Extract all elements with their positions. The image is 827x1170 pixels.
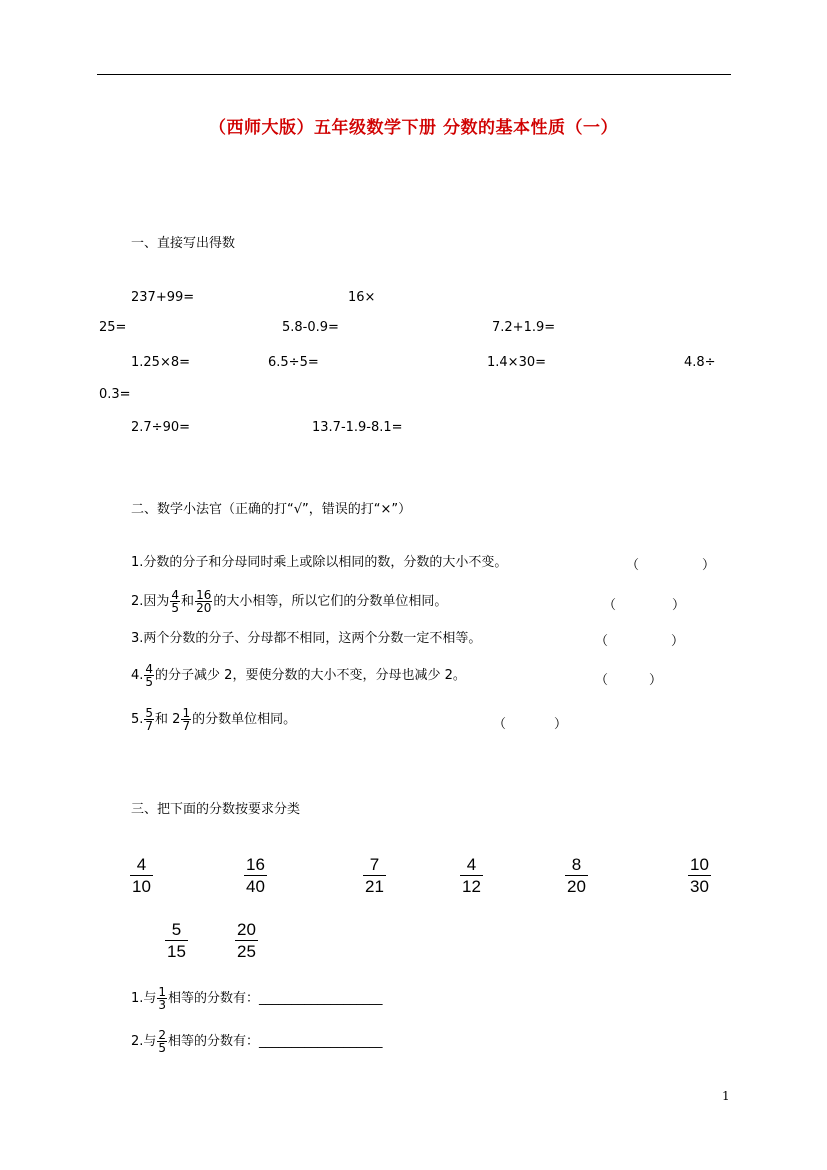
- calc-item: 0.3=: [99, 387, 131, 402]
- fraction: [460, 854, 483, 897]
- denominator: 40: [246, 877, 265, 896]
- answer-paren-close: ）: [672, 598, 686, 613]
- fraction: [244, 854, 267, 897]
- answer-paren-close: ）: [671, 634, 685, 649]
- numerator: 5: [145, 706, 154, 720]
- numerator: 1: [182, 706, 191, 720]
- denominator: 15: [167, 942, 186, 961]
- fraction: [195, 589, 212, 614]
- fraction: [165, 919, 188, 962]
- section2-heading: 二、数学小法官（正确的打“√”，错误的打“×”）: [131, 502, 412, 517]
- numerator: 5: [171, 920, 182, 939]
- a1-prefix: 1.与: [131, 991, 157, 1006]
- q5-mid: 和 2: [155, 712, 181, 727]
- section1-heading: 一、直接写出得数: [131, 236, 236, 251]
- numerator: 4: [145, 662, 154, 676]
- judge-question-5: [131, 703, 296, 737]
- denominator: 25: [237, 942, 256, 961]
- numerator: 7: [369, 855, 380, 874]
- classify-answer-2: [131, 1025, 383, 1059]
- answer-paren-close: ）: [702, 558, 716, 573]
- answer-paren-close: ）: [554, 717, 568, 732]
- q5-prefix: 5.: [131, 712, 144, 727]
- q4-prefix: 4.: [131, 668, 144, 683]
- calc-item: 6.5÷5=: [268, 355, 319, 370]
- numerator: 4: [136, 855, 147, 874]
- fraction: [688, 854, 711, 897]
- a2-suffix: 相等的分数有：___________________: [168, 1034, 383, 1049]
- q4-suffix: 的分子减少 2，要使分数的大小不变，分母也减少 2。: [155, 668, 466, 683]
- calc-item: 2.7÷90=: [131, 420, 191, 435]
- fraction: [130, 854, 153, 897]
- calc-item: 7.2+1.9=: [492, 320, 556, 335]
- numerator: 2: [158, 1028, 167, 1042]
- denominator: 7: [145, 719, 154, 733]
- answer-paren-open: （: [603, 598, 617, 613]
- fraction: [363, 854, 386, 897]
- numerator: 16: [246, 855, 265, 874]
- fraction: [565, 854, 588, 897]
- a2-prefix: 2.与: [131, 1034, 157, 1049]
- numerator: 16: [196, 588, 212, 602]
- fraction: [157, 986, 167, 1011]
- answer-paren-close: ）: [649, 673, 663, 688]
- calc-item: 1.25×8=: [131, 355, 191, 370]
- numerator: 10: [690, 855, 709, 874]
- denominator: 20: [567, 877, 586, 896]
- denominator: 10: [132, 877, 151, 896]
- judge-question-2: [131, 585, 447, 619]
- calc-item: 237+99=: [131, 290, 195, 305]
- calc-item: 16×: [348, 290, 376, 305]
- section3-heading: 三、把下面的分数按要求分类: [131, 802, 301, 817]
- q5-suffix: 的分数单位相同。: [192, 712, 297, 727]
- answer-paren-open: （: [493, 717, 507, 732]
- fraction: [170, 589, 180, 614]
- denominator: 20: [196, 601, 212, 615]
- denominator: 12: [462, 877, 481, 896]
- calc-item: 25=: [99, 320, 127, 335]
- page-number: 1: [722, 1089, 730, 1103]
- fraction: [181, 707, 191, 732]
- denominator: 21: [365, 877, 384, 896]
- fraction: [235, 919, 258, 962]
- denominator: 7: [182, 719, 191, 733]
- numerator: 20: [237, 920, 256, 939]
- q2-prefix: 2.因为: [131, 594, 170, 609]
- answer-paren-open: （: [595, 673, 609, 688]
- fraction: [144, 663, 154, 688]
- calc-item: 5.8-0.9=: [282, 320, 339, 335]
- classify-answer-1: [131, 982, 383, 1016]
- denominator: 30: [690, 877, 709, 896]
- denominator: 3: [158, 998, 167, 1012]
- judge-question-4: [131, 659, 466, 693]
- numerator: 1: [158, 985, 167, 999]
- q2-mid: 和: [181, 594, 195, 609]
- numerator: 4: [466, 855, 477, 874]
- calc-item: 4.8÷: [684, 355, 716, 370]
- denominator: 5: [171, 601, 180, 615]
- judge-question-1: 1.分数的分子和分母同时乘上或除以相同的数，分数的大小不变。: [131, 555, 508, 570]
- denominator: 5: [145, 675, 154, 689]
- judge-question-3: 3.两个分数的分子、分母都不相同，这两个分数一定不相等。: [131, 631, 482, 646]
- a1-suffix: 相等的分数有：___________________: [168, 991, 383, 1006]
- fraction: [157, 1029, 167, 1054]
- denominator: 5: [158, 1041, 167, 1055]
- q2-suffix: 的大小相等，所以它们的分数单位相同。: [213, 594, 448, 609]
- calc-item: 1.4×30=: [487, 355, 547, 370]
- answer-paren-open: （: [595, 634, 609, 649]
- numerator: 4: [171, 588, 180, 602]
- page-title: （西师大版）五年级数学下册 分数的基本性质（一）: [209, 118, 618, 138]
- answer-paren-open: （: [626, 558, 640, 573]
- fraction: [144, 707, 154, 732]
- numerator: 8: [571, 855, 582, 874]
- header-rule: [97, 74, 731, 75]
- calc-item: 13.7-1.9-8.1=: [312, 420, 403, 435]
